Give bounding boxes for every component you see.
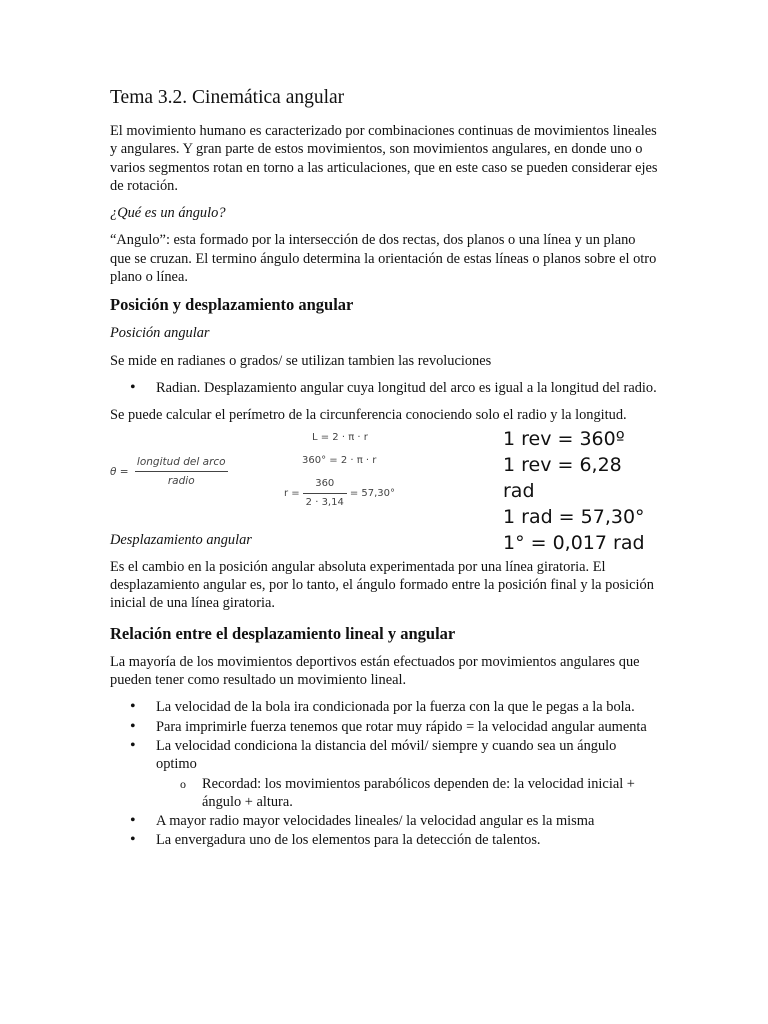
intro-paragraph: El movimiento humano es caracterizado por combinaciones continuas de movimientos lineales y angulares. Y gran parte de estos movimientos, son movimientos angulares, en donde uno o varios segmentos rotan en torno a las articulaciones, que en este caso se pueden considerar ejes de rotación. xyxy=(110,123,658,194)
conversion-line: 1° = 0,017 rad xyxy=(503,531,645,554)
conversion-line: 1 rev = 360º xyxy=(503,427,625,450)
theta-formula: θ = $\frac{\text{longitud del arco}}{\text{radio}}$ xyxy=(110,453,228,491)
formula-360: 360° = 2 · π · r xyxy=(302,454,377,466)
list-item: • La velocidad de la bola ira condicionada por la fuerza con la que le pegas a la bola. xyxy=(110,698,658,716)
section-heading-relation: Relación entre el desplazamiento lineal y angular xyxy=(110,623,456,643)
sub-list-container xyxy=(110,775,658,812)
displacement-text: Es el cambio en la posición angular absoluta experimentada por una línea giratoria. El desplazamiento angular es, por lo tanto, el ángulo formado entre la posición final y la posición inicial de una línea giratoria. xyxy=(110,558,654,612)
angle-definition: “Angulo”: esta formado por la intersección de dos rectas, dos planos o una línea y un plano que se cruzan. El termino ángulo determina la orientación de estas líneas o planos sobre el otro plano o línea. xyxy=(110,232,657,286)
page-title: Tema 3.2. Cinemática angular xyxy=(110,87,345,108)
question-text: ¿Qué es un ángulo? xyxy=(110,205,226,222)
sub-list-item: o Recordad: los movimientos parabólicos dependen de: la velocidad inicial + ángulo + altura. xyxy=(110,775,658,812)
sub-list xyxy=(110,775,658,812)
relation-intro: La mayoría de los movimientos deportivos están efectuados por movimientos angulares que pueden tener como resultado un movimiento lineal. xyxy=(110,653,640,689)
radius-formulas xyxy=(284,429,395,518)
section-heading-position: Posición y desplazamiento angular xyxy=(110,295,354,315)
subheading-angular-position: Posición angular xyxy=(110,325,210,342)
subheading-angular-displacement: Desplazamiento angular xyxy=(110,531,252,548)
conversion-line: 1 rad = 57,30° xyxy=(503,505,645,528)
radian-list xyxy=(110,379,658,397)
formula-radius: r = $\frac{360}{2 \cdot 3,14}$ = 57,30° xyxy=(284,475,395,513)
theta-denominator: radio xyxy=(167,474,195,487)
document-page xyxy=(110,86,658,859)
measure-text: Se mide en radianes o grados/ se utilizan tambien las revoluciones xyxy=(110,352,492,369)
list-item: • La envergadura uno de los elementos para la detección de talentos. xyxy=(110,831,658,849)
conversion-line: 1 rev = 6,28 rad xyxy=(503,453,622,502)
relation-list xyxy=(110,698,658,849)
perimeter-text: Se puede calcular el perímetro de la circunferencia conociendo solo el radio y la longitud. xyxy=(110,407,627,424)
theta-numerator: longitud del arco xyxy=(135,453,228,472)
conversion-table xyxy=(503,426,658,556)
list-item: • Radian. Desplazamiento angular cuya longitud del arco es igual a la longitud del radio. xyxy=(110,379,658,397)
list-item: • La velocidad condiciona la distancia del móvil/ siempre y cuando sea un ángulo optimo xyxy=(110,737,658,774)
formula-length: L = 2 · π · r xyxy=(312,431,368,443)
list-item: • Para imprimirle fuerza tenemos que rotar muy rápido = la velocidad angular aumenta xyxy=(110,718,658,736)
list-item: • A mayor radio mayor velocidades lineales/ la velocidad angular es la misma xyxy=(110,812,658,830)
